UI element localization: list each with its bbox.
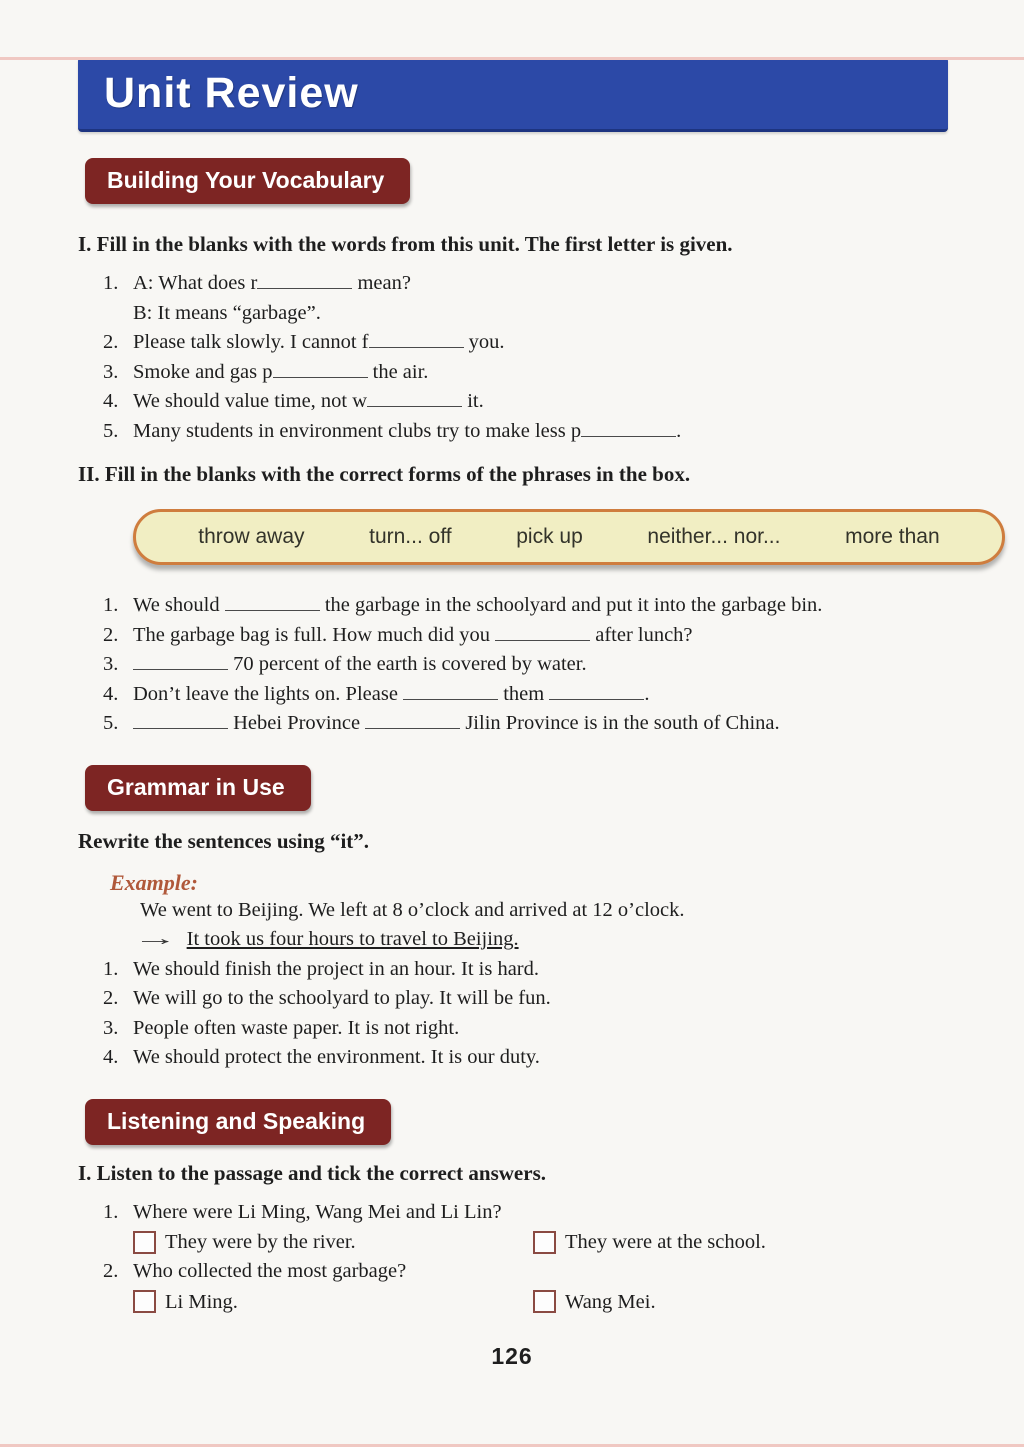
question-line (103, 1257, 994, 1287)
fill-blank[interactable] (495, 626, 590, 641)
item-text: People often waste paper. It is not right. (133, 1016, 460, 1039)
item-text: We should protect the environment. It is our duty. (133, 1046, 540, 1068)
item-number: 1. (103, 272, 119, 294)
answer-checkbox[interactable] (133, 1290, 156, 1313)
listening-questions (103, 1198, 994, 1317)
item-number: 5. (103, 712, 119, 734)
vocab-part2-heading: II. Fill in the blanks with the correct forms of the phrases in the box. (78, 462, 691, 486)
list-item (103, 417, 994, 447)
item-text: Many students in environment clubs try to make less p . (133, 419, 682, 442)
item-number: 3. (103, 360, 119, 383)
list-item (103, 387, 994, 417)
page-number: 126 (491, 1342, 533, 1369)
item-number: 4. (103, 682, 119, 705)
fill-blank[interactable] (273, 363, 368, 378)
item-number: 2. (103, 987, 119, 1009)
fill-blank[interactable] (365, 714, 460, 729)
item-text: We should finish the project in an hour. It is hard. (133, 957, 539, 980)
list-item (103, 299, 994, 329)
list-item (103, 269, 994, 299)
item-text: Please talk slowly. I cannot f you. (133, 331, 505, 353)
grammar-section-banner (85, 765, 311, 811)
example-label: Example: (110, 869, 198, 895)
item-text: The garbage bag is full. How much did you after lunch? (133, 623, 693, 646)
item-number: 3. (103, 653, 119, 675)
list-item (103, 1043, 994, 1073)
list-item (103, 680, 994, 710)
page-title: Unit Review (104, 68, 359, 117)
list-item (103, 1014, 994, 1044)
vocabulary-section-banner (85, 158, 410, 204)
item-text: 70 percent of the earth is covered by water. (133, 653, 587, 675)
answer-option (533, 1287, 656, 1317)
answer-checkbox[interactable] (533, 1290, 556, 1313)
grammar-items (103, 955, 994, 1073)
item-number: 1. (103, 957, 119, 980)
page-edge-top (0, 57, 1024, 60)
listening-banner-label: Listening and Speaking (107, 1107, 366, 1134)
phrase-option: throw away (198, 525, 305, 548)
phrase-option: pick up (516, 525, 583, 548)
question-text: Who collected the most garbage? (133, 1260, 407, 1282)
arrow-right-icon: → (133, 928, 179, 950)
item-text: A: What does r mean? (133, 272, 411, 294)
answer-options (133, 1227, 994, 1257)
grammar-heading: Rewrite the sentences using “it”. (78, 828, 370, 853)
item-number: 1. (103, 1200, 119, 1223)
list-item (103, 358, 994, 388)
item-number: 2. (103, 1260, 119, 1282)
item-number: 2. (103, 623, 119, 646)
answer-option (133, 1287, 533, 1317)
fill-blank[interactable] (581, 422, 676, 437)
fill-blank[interactable] (257, 274, 352, 289)
phrase-option: turn... off (369, 525, 452, 548)
list-item (103, 650, 994, 680)
item-text: We should the garbage in the schoolyard and put it into the garbage bin. (133, 594, 823, 616)
item-text: Hebei Province Jilin Province is in the south of China. (133, 712, 780, 734)
list-item (103, 709, 994, 739)
item-number: 3. (103, 1016, 119, 1039)
item-text: We will go to the schoolyard to play. It will be fun. (133, 987, 551, 1009)
vocab-part2-items (103, 591, 994, 739)
answer-option (533, 1227, 766, 1257)
example-sentence: We went to Beijing. We left at 8 o’clock and arrived at 12 o’clock. (140, 898, 685, 921)
list-item (103, 984, 994, 1014)
option-label: They were at the school. (565, 1231, 766, 1253)
unit-review-banner (78, 57, 948, 132)
answer-options (133, 1287, 994, 1317)
list-item (103, 591, 994, 621)
option-label: Wang Mei. (565, 1290, 656, 1313)
answer-checkbox[interactable] (533, 1231, 556, 1254)
phrase-box (133, 509, 1005, 565)
item-number: 5. (103, 419, 119, 442)
item-text: Don’t leave the lights on. Please them . (133, 682, 650, 705)
listening-heading: I. Listen to the passage and tick the correct answers. (78, 1160, 546, 1185)
option-label: Li Ming. (165, 1290, 238, 1313)
listening-section-banner (85, 1099, 391, 1145)
list-item (103, 955, 994, 985)
vocab-part1-heading: I. Fill in the blanks with the words from this unit. The first letter is given. (78, 232, 733, 256)
item-text: Smoke and gas p the air. (133, 360, 429, 383)
answer-checkbox[interactable] (133, 1231, 156, 1254)
vocabulary-banner-label: Building Your Vocabulary (107, 167, 385, 193)
fill-blank[interactable] (133, 655, 228, 670)
fill-blank[interactable] (549, 685, 644, 700)
phrase-option: more than (845, 525, 940, 548)
example-answer-line (133, 925, 1024, 955)
fill-blank[interactable] (403, 685, 498, 700)
fill-blank[interactable] (133, 714, 228, 729)
grammar-banner-label: Grammar in Use (107, 773, 285, 800)
item-number: 4. (103, 390, 119, 412)
fill-blank[interactable] (367, 392, 462, 407)
option-label: They were by the river. (165, 1231, 356, 1253)
phrase-option: neither... nor... (647, 525, 781, 548)
item-number: 1. (103, 594, 119, 616)
list-item (103, 621, 994, 651)
list-item (103, 328, 994, 358)
example-answer: It took us four hours to travel to Beijing. (186, 928, 519, 950)
question-line (103, 1198, 994, 1228)
item-text: We should value time, not w it. (133, 390, 484, 412)
fill-blank[interactable] (225, 596, 320, 611)
item-number: 4. (103, 1046, 119, 1068)
answer-option (133, 1227, 533, 1257)
item-text: B: It means “garbage”. (133, 301, 321, 324)
fill-blank[interactable] (369, 333, 464, 348)
item-number: 2. (103, 331, 119, 353)
vocab-part1-items (103, 269, 994, 446)
question-text: Where were Li Ming, Wang Mei and Li Lin? (133, 1200, 502, 1223)
